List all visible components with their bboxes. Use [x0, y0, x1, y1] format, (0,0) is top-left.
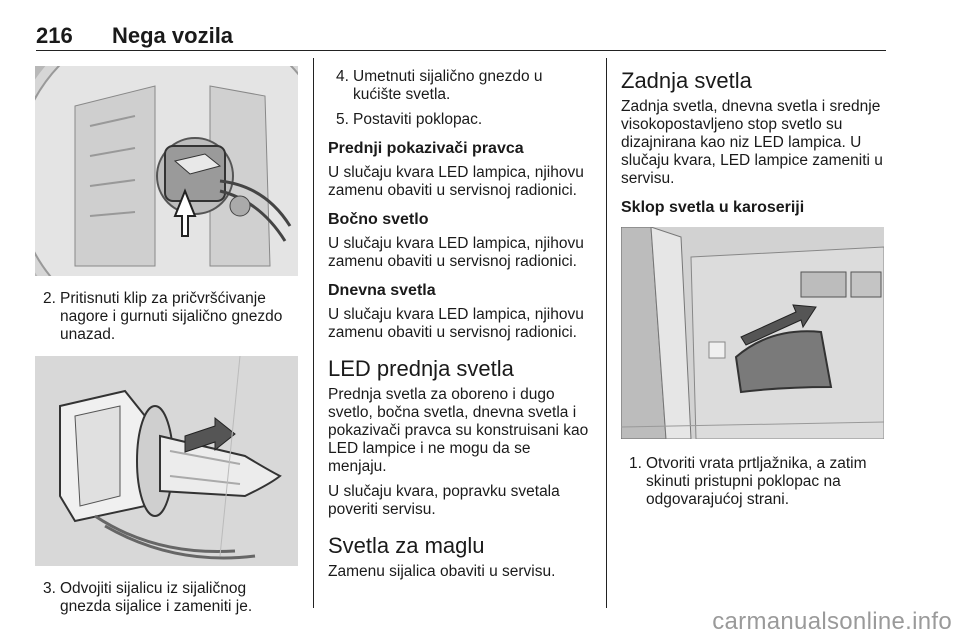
column-middle [328, 68, 593, 588]
paragraph-daytime-lights: U slučaju kvara LED lampica, njihovu zamenu obaviti u servisnoj radionici. [328, 306, 584, 341]
step-number: 3. [43, 580, 56, 597]
heading-body-light-assembly: Sklop svetla u karoseriji [621, 199, 805, 216]
step-number: 4. [336, 68, 349, 85]
heading-fog-lights: Svetla za maglu [328, 533, 485, 558]
page-number: 216 [36, 23, 73, 48]
step-5 [328, 111, 593, 129]
page-title: Nega vozila [112, 23, 234, 48]
heading-led-headlights: LED prednja svetla [328, 356, 514, 381]
step-text: Odvojiti sijalicu iz sijaličnog gnezda sijalice i zameniti je. [60, 580, 253, 615]
paragraph-side-light: U slučaju kvara LED lampica, njihovu zamenu obaviti u servisnoj radionici. [328, 235, 584, 270]
paragraph-led-headlights: Prednja svetla za oboreno i dugo svetlo, bočna svetla, dnevna svetla i pokazivači pravca su konstruisani kao LED lampice i ne mogu da se menjaju. [328, 386, 589, 475]
heading-rear-lights: Zadnja svetla [621, 68, 752, 93]
step-text: Otvoriti vrata prtljažnika, a zatim skinuti pristupni poklopac na odgovarajućoj strani. [646, 455, 867, 508]
step-2 [35, 290, 298, 344]
step-text: Postaviti poklopac. [353, 111, 483, 128]
column-divider [313, 58, 314, 608]
page-header [36, 20, 886, 51]
column-divider [606, 58, 607, 608]
step-number: 5. [336, 111, 349, 128]
step-3 [35, 580, 298, 616]
column-right [621, 68, 886, 516]
step-4 [328, 68, 593, 104]
heading-turn-signals: Prednji pokazivači pravca [328, 140, 524, 157]
headlamp-bulb-socket-illustration [35, 66, 298, 276]
step-1 [621, 455, 886, 509]
tailgate-access-cover-illustration [621, 227, 884, 439]
heading-side-light: Bočno svetlo [328, 211, 429, 228]
paragraph-turn-signals: U slučaju kvara LED lampica, njihovu zamenu obaviti u servisnoj radionici. [328, 164, 584, 199]
bulb-removal-illustration [35, 356, 298, 566]
paragraph-rear-lights: Zadnja svetla, dnevna svetla i srednje visokopostavljeno stop svetlo su dizajnirana kao niz LED lampica. U slučaju kvara, LED lampice zameniti u servisu. [621, 98, 883, 187]
column-left [35, 66, 298, 623]
paragraph-fog-lights: Zamenu sijalica obaviti u servisu. [328, 563, 556, 580]
step-text: Umetnuti sijalično gnezdo u kućište svetla. [353, 68, 543, 103]
paragraph-led-repair: U slučaju kvara, popravku svetala poveriti servisu. [328, 483, 560, 518]
watermark: carmanualsonline.info [712, 608, 952, 635]
step-text: Pritisnuti klip za pričvršćivanje nagore i gurnuti sijalično gnezdo unazad. [60, 290, 283, 343]
step-number: 2. [43, 290, 56, 307]
step-number: 1. [629, 455, 642, 472]
heading-daytime-lights: Dnevna svetla [328, 282, 436, 299]
